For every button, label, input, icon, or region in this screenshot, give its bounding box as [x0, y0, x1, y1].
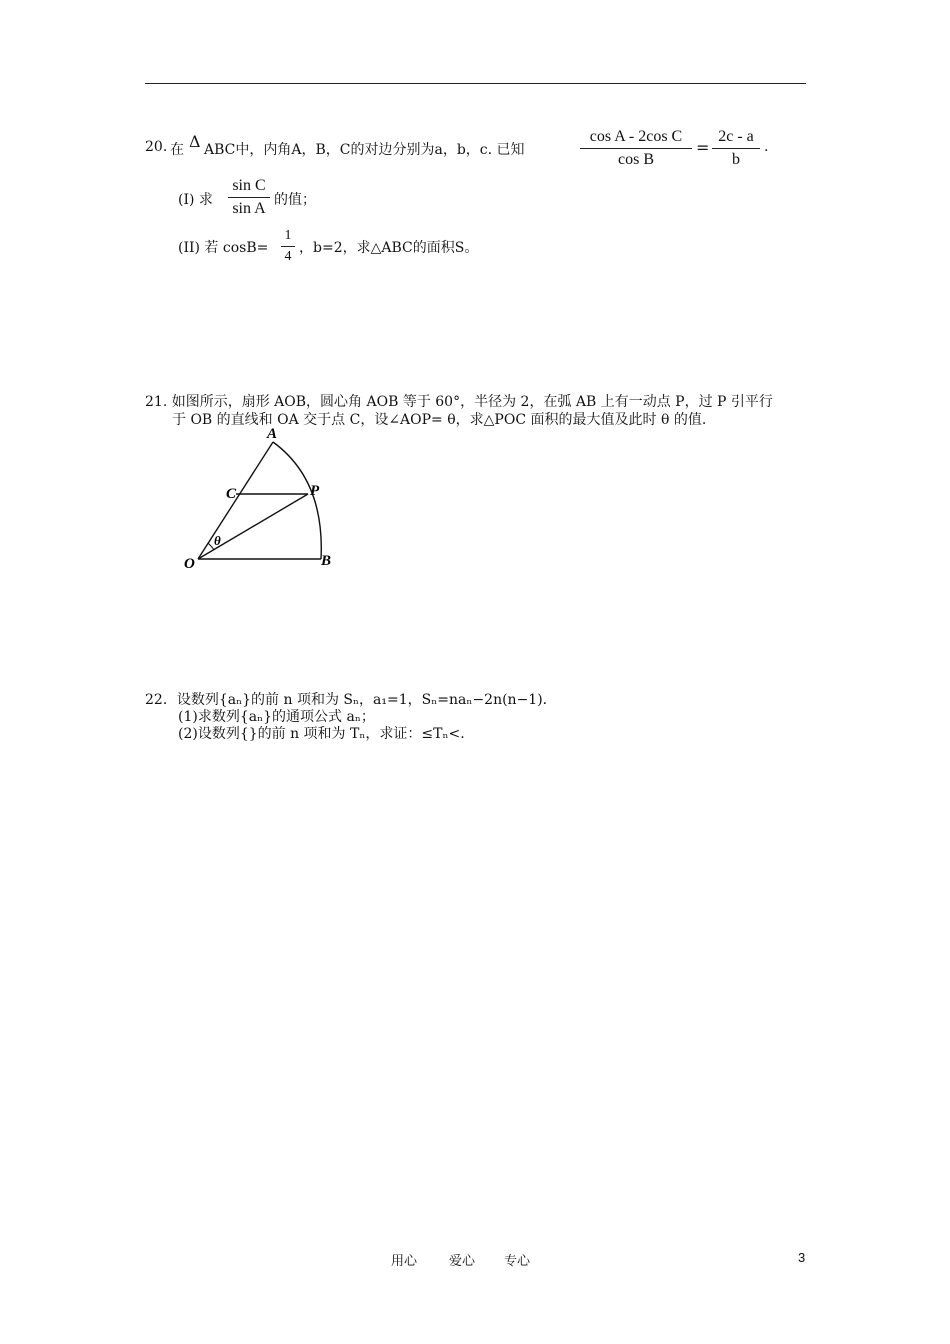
header-rule: [145, 83, 806, 84]
q21-line-1: 21. 如图所示，扇形 AOB，圆心角 AOB 等于 60°，半径为 2，在弧 AB 上有一动点 P，过 P 引平行: [145, 394, 773, 410]
q20-part1-tail: 的值；: [274, 192, 316, 208]
q20-part1-fraction: [228, 177, 270, 218]
q20-prefix: 在: [170, 142, 184, 158]
q20-rhs-numerator: 2c - a: [718, 128, 754, 145]
footer-text-1: 用心: [391, 1254, 418, 1269]
q20-rhs-fraction: [712, 128, 760, 169]
q20-period: .: [764, 139, 769, 155]
q22-line-2: (1)求数列{aₙ}的通项公式 aₙ；: [178, 709, 375, 725]
q20-lhs-denominator: cos B: [618, 151, 654, 168]
sector-figure: [175, 420, 345, 580]
q20-part1-denominator: sin A: [232, 200, 266, 217]
segment-op: [198, 494, 308, 559]
q20-equals: =: [696, 138, 710, 157]
q22-line-3: (2)设数列{}的前 n 项和为 Tₙ，求证：≤Tₙ<.: [178, 726, 465, 742]
q20-part2-label: (II) 若 cosB=: [178, 240, 269, 256]
q20-part1-label: (I) 求: [178, 192, 213, 208]
q20-part2-fraction: [281, 228, 295, 265]
q20-rhs-denominator: b: [732, 151, 740, 168]
triangle-symbol: Δ: [189, 132, 201, 151]
q20-part1-numerator: sin C: [232, 177, 266, 194]
label-c: C: [226, 486, 237, 502]
q20-stem: ABC中，内角A，B，C的对边分别为a，b，c. 已知: [204, 142, 525, 158]
label-p: P: [310, 483, 320, 499]
label-a: A: [267, 426, 278, 442]
q21-line-2: 于 OB 的直线和 OA 交于点 C，设∠AOP= θ，求△POC 面积的最大值及此时 θ 的值.: [172, 412, 707, 428]
label-theta: θ: [214, 533, 221, 548]
q20-lhs-numerator: cos A - 2cos C: [589, 128, 683, 145]
q20-part2-tail: ，b=2，求△ABC的面积S。: [299, 240, 479, 256]
label-o: O: [184, 556, 195, 572]
q22-line-1: 22．设数列{aₙ}的前 n 项和为 Sₙ，a₁=1，Sₙ=naₙ−2n(n−1)．: [145, 692, 557, 708]
q20-part2-denominator: 4: [284, 249, 292, 264]
page-number: 3: [798, 1250, 806, 1265]
footer-text-3: 专心: [504, 1254, 531, 1269]
label-b: B: [321, 553, 332, 569]
footer-text-2: 爱心: [449, 1254, 476, 1269]
q20-lhs-fraction: [580, 128, 692, 169]
q20-part2-numerator: 1: [284, 228, 292, 243]
q20-number: 20.: [145, 139, 168, 155]
